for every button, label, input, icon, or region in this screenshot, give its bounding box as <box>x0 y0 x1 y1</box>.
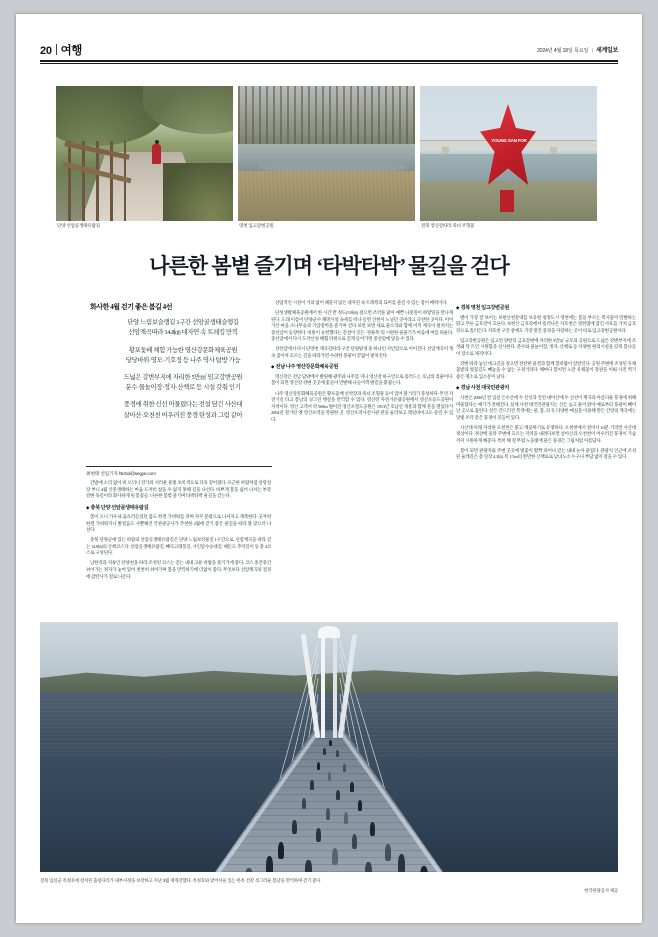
big-photo-credit: 한국관광공사 제공 <box>584 888 618 893</box>
dateline-date: 2024년 4월 18일 목요일 <box>536 48 589 54</box>
pedestrian-silhouette <box>420 866 428 872</box>
photo-yeongcheon-river <box>238 86 415 221</box>
body-paragraph: 영산강은 전남 담양에서 발원해 광주와 나주를 지나 영산강 하구언으로 흘러드는 호남의 젖줄이다. 봄이 되면 영산강 강변 곳곳에 꽃들이 만발해 나들이객 발길을 붙잡는다. <box>271 373 453 386</box>
dateline-separator: | <box>591 48 593 54</box>
body-paragraph: 단성생활체육공원에서 한 시간 반 정도(5.9㎞) 걸으면 조약돌 닮아 예쁜 나뭇잎이 하얗잎을 만나게 된다. 도래 이름이 단양군수 채망시설 속세를 떠나 들면 산천이 노닐던 곳이라고 극찬한 곳이다. 이어 가산 마을 소나무숲과 기암절벽을 즐기며 걷다 보면 보면 새로 물소리와 함께 이끼 계곡이 펼쳐지는 중선암이 등장한다. 비룡이 승천했다는 전설이 깃든 ‘경류폭’의 시원한 물줄기가 마음에 여름 띄운다. 중선암에서 다시 도착산성 해협 뒤편으로 길게 들어가면 중선암에 닿을 수 있다. <box>271 310 453 342</box>
pedestrian-silhouette <box>323 748 326 755</box>
photo-caption-3: 전북 영산강따라 죽녀 조형물 <box>421 223 475 228</box>
pedestrian-silhouette <box>358 800 362 811</box>
photo-yeongsangang-sculpture <box>420 86 597 221</box>
byline-text: 최현태 선임기자 htchoi@segye.com <box>86 472 156 477</box>
body-paragraph: 나주 영산강문화체육공원은 황포돛배 선착장과 죽녀 조형물 등이 있어 볼거리가 풍성하다. 무엇 자전거길 타고 봄날의 싱그런 햇살을 만끽할 수 있다. 영산강 자전거유람공원에서 영산포등도공원이 지척이다. 영산 고객서 약 500m 떨어진 영산포철도공원은 1913년 호남선 개통과 함께 문을 열었다가 2004년 철거된 옛 영산포역을 복원한 곳. 영산포역사전시관 관을 둘러보고 레일바이크도 즐길 수 있다. <box>271 390 453 422</box>
body-paragraph: 임고강변공원은 임고면 양항리 금호강변에 자리한 5만㎡ 규모의 공원으로 드넓은 강변부지에 조성돼 탁 트인 시원함을 선사한다. 분수와 물놀이장, 정자, 산책로 등 다양한 편의시설을 갖춰 봄나들이 장소로 제격이다. <box>456 337 636 356</box>
pedestrian-silhouette <box>352 834 357 849</box>
paper-name: 세계일보 <box>596 48 618 54</box>
lead-line: 분수·물놀이장·정자·산책로 등 시설 갖춰 인기 <box>125 384 241 392</box>
body-paragraph: 강변 따라 놓인 데크길을 걸으면 잔잔한 물결과 함께 봄바람이 살랑인다. 공원 주변에 조성된 유채꽃밭과 벚꽃길도 빼놓을 수 없는 구경거리다. 해마다 봄이면 노란 유채꽃이 장관을 이뤄 사진 찍기 좋은 명소로 입소문이 났다. <box>456 360 636 379</box>
dateline <box>537 45 618 54</box>
body-paragraph: 별이 가장 잘 보이는 보현산천문대를 보유한 청정도시 영천에는 봄을 부르는 복사꽃이 만발하는 맑고 푸른 금호강이 흐른다. 보현산 금호강에서 흘러나온 자호천은 영천댐에 잠긴 사호를 거쳐 금호강으로 흘러든다. 자호천 구간 중에도 기장 멋진 풍경을 자랑하는 곳이 바로 임고강변공원이다. <box>456 314 636 333</box>
photo2-reeds <box>238 171 415 221</box>
masthead <box>40 42 618 64</box>
photo3-sculpture-base <box>500 190 514 212</box>
masthead-rule-thin <box>40 63 618 64</box>
pedestrian-silhouette <box>326 808 330 820</box>
photo-danyang-trail <box>56 86 233 221</box>
pedestrian-silhouette <box>370 822 375 836</box>
lead-line: 살아산·오천천 어우러진 풍경 탄성과 그림 같아 <box>123 411 243 419</box>
body-paragraph: 상선암에서 다시 단양천 계곡길따라 구간 단양팔경 중 하나인 사인암으로 이어진다. 선암계곡이 계속 굽이쳐 흐르는 길을 따라가면 수려한 풍광이 끝없이 펼쳐진다. <box>271 346 453 358</box>
pedestrian-silhouette <box>278 842 284 859</box>
section-name: 여행 <box>60 45 82 57</box>
top-photo-row <box>56 86 602 221</box>
body-paragraph: 충북 단양군에 있는 바람의 선암골생태유람길은 단양 느림보강물길 1구간으로, 선암계곡을 따라 걷는 14.8㎞의 산책코스다. 선암골생태유람길, 빼곡고래봉길, 사인암수승대길, 떼돈도 추억길이 등 총 4코스로 구성된다. <box>86 537 271 556</box>
body-columns <box>56 300 636 630</box>
lead-line: 단양 느림보슬랭길 1구간 선암골생태슬랭길 <box>127 319 239 327</box>
pedestrian-silhouette <box>365 862 372 872</box>
body-paragraph: 봄이 되면 관광지와 주변 곳곳에 벚꽃이 활짝 피어나 걷는 내내 눈이 즐겁다. 관광지 인근에 조성된 둘레길은 총 연장 4.3㎞, 폭 1.5m의 완만한 산책로로 남녀노소 누구나 부담 없이 걸을 수 있다. <box>456 447 636 460</box>
photo1-hiker-body <box>152 144 161 164</box>
masthead-rule <box>40 60 618 62</box>
photo3-sculpture-text: YOUNG SAN FOR <box>491 138 527 143</box>
body-paragraph: 남한강과 지류인 단양천을 따라 조성된 코스는 걷는 내내 고운 바람을 즐기기에 좋다. 코스 중간중간 쉬어가는 정자가 놓여 있어 천천히 쉬어가며 봄을 만끽하기에 더없이 좋다. 무엇보다 선암계곡의 절경에 감탄사가 절로 나온다. <box>86 560 271 579</box>
photo1-hiker-head <box>155 140 159 144</box>
section-subhead: ◆ 경북 영천 임고강변공원 <box>456 305 636 312</box>
body-column-2 <box>271 300 453 427</box>
pedestrian-silhouette <box>336 750 339 757</box>
section-subhead: ◆ 충북 단양 선암골생태유람길 <box>86 505 271 512</box>
section-subhead: ◆ 전남 나주 영산강문화체육공원 <box>271 364 453 371</box>
photo-caption-2: 영천 임고강변공원 <box>239 223 274 228</box>
lead-title: 화사한 4월 걷기 좋은 봄길 4선 <box>90 303 173 311</box>
pedestrian-silhouette <box>245 868 253 872</box>
pedestrian-silhouette <box>317 762 320 770</box>
pedestrian-silhouette <box>385 844 391 861</box>
folio-divider <box>56 44 57 55</box>
big-photo-caption: 전북 임실군 옥정호에 설치된 출렁다리가 내부사정을 보강하고 지난 3월 재개장했다. 옥정호와 맞어서울 있는 한옥 건강 성그러운 봄날을 만끽하며 걷기 좋다 <box>40 878 321 883</box>
newspaper-page <box>16 14 642 923</box>
body-column-1 <box>86 480 271 584</box>
folio <box>40 42 82 58</box>
bigphoto-pedestrians <box>40 622 618 872</box>
top-photo-captions <box>56 223 602 233</box>
lead-line: 당당바위·영모·기호정 등 나주 역사 탐방 가능 <box>125 356 241 364</box>
pedestrian-silhouette <box>398 854 405 872</box>
lead-line: 황포돛배 체험 가능한 영산강문화체육공원 <box>128 346 238 354</box>
section-subhead: ◆ 경남 사천 대국민관광지 <box>456 385 636 392</box>
pedestrian-silhouette <box>343 764 346 772</box>
photo-caption-1: 단양 선암골생태유람길 <box>57 223 100 228</box>
pedestrian-silhouette <box>310 780 314 790</box>
lead-line: 드넓은 강변부지에 자리한 5만㎡ 임고강변공원 <box>123 374 243 382</box>
lead-line: 선암계곡따라 14.8㎞ 대자연 속 트레킹 만끽 <box>128 329 238 337</box>
body-column-3 <box>456 300 636 464</box>
pedestrian-silhouette <box>332 848 338 865</box>
body-paragraph: 사천은 2000년 전 임실 은수산에 두 신선과 진연 대아산에 두 신선이 계곡과 아름다운 풍경에 취해 머물렀다는 얘기가 전해진다. 실제 사천 대국민관광지는 산은 높고 물이 맑아 예로부터 풍광이 빼어난 곳으로 꼽힌다. 살은 간드러진 복색에는 물, 봄, 피 듯 다양한 매실을 이용해 만든 간장의 계곡에는 달빛 조각 같은 풍경이 깃들어 있다. <box>456 395 636 420</box>
pedestrian-silhouette <box>302 798 306 809</box>
pedestrian-silhouette <box>350 782 354 792</box>
body-paragraph: 봄이 오니 가우내 움츠러들었던 몸도 한결 가벼워를 펴며 자꾸 문밖으로 나서자고 재촉한다. 굿자락 한결 가벼워지니 발걸음도 사뿐해진 국관광공사가 추천한 4월에 걷기 좋은 물길을 따라 볼 맞으러 나선다. <box>86 514 271 533</box>
body-paragraph: 상업적인 시설이 거의 없어 때묻지 않은 대자연 속 트레킹의 묘미를 즐길 수 있는 점이 매력이다. <box>275 300 448 305</box>
pedestrian-silhouette <box>305 860 312 872</box>
photo1-foliage <box>163 163 233 221</box>
page-number: 20 <box>40 45 52 57</box>
page-headline: 나른한 봄볕 즐기며 ‘타박타박’ 물길을 걷다 <box>149 254 509 278</box>
pedestrian-silhouette <box>316 828 321 842</box>
body-paragraph: 간밤에 소리 없이 비 오더니 강가의 서러운 물빛 초록색으로 더욱 짙어졌다. 포근한 바람처럼 살랑살랑 부니 4월 산중생태하는 마음 도저히 참을 수 없지 못해 길을 나선다. 바쁘게 봄을 싫어 나서는 부분 강변 독길이라 화사하게 핀 봄꽃들. 나른한 봄볕 즐기며 타박타박 물길을 걷는다. <box>86 480 271 499</box>
lead-line: 풍경에 취한 신선 머물렀다는 전설 담긴 사산대 <box>123 401 243 409</box>
pedestrian-silhouette <box>328 772 331 781</box>
pedestrian-silhouette <box>329 740 332 746</box>
photo-okjeongho-suspension-bridge <box>40 622 618 872</box>
pedestrian-silhouette <box>344 812 348 824</box>
photo2-bare-trees <box>238 86 415 144</box>
pedestrian-silhouette <box>292 820 297 834</box>
body-paragraph: 사산대 아래 자리한 오천천은 맑고 깨끗하기로 유명하다. 오천천에서 걸어서 10분 거리면 사산대 정상이다. 정상에 올라 주변에 흐르는 지역을 내려다보면 살아산과 오천천이 어우러진 풍경이 가슴까지 시원하게 해준다. 특히 해 질 무렵 노을빛에 물든 풍경은 그림처럼 아름답다. <box>456 424 636 443</box>
pedestrian-silhouette <box>336 790 340 800</box>
pedestrian-silhouette <box>266 856 273 872</box>
